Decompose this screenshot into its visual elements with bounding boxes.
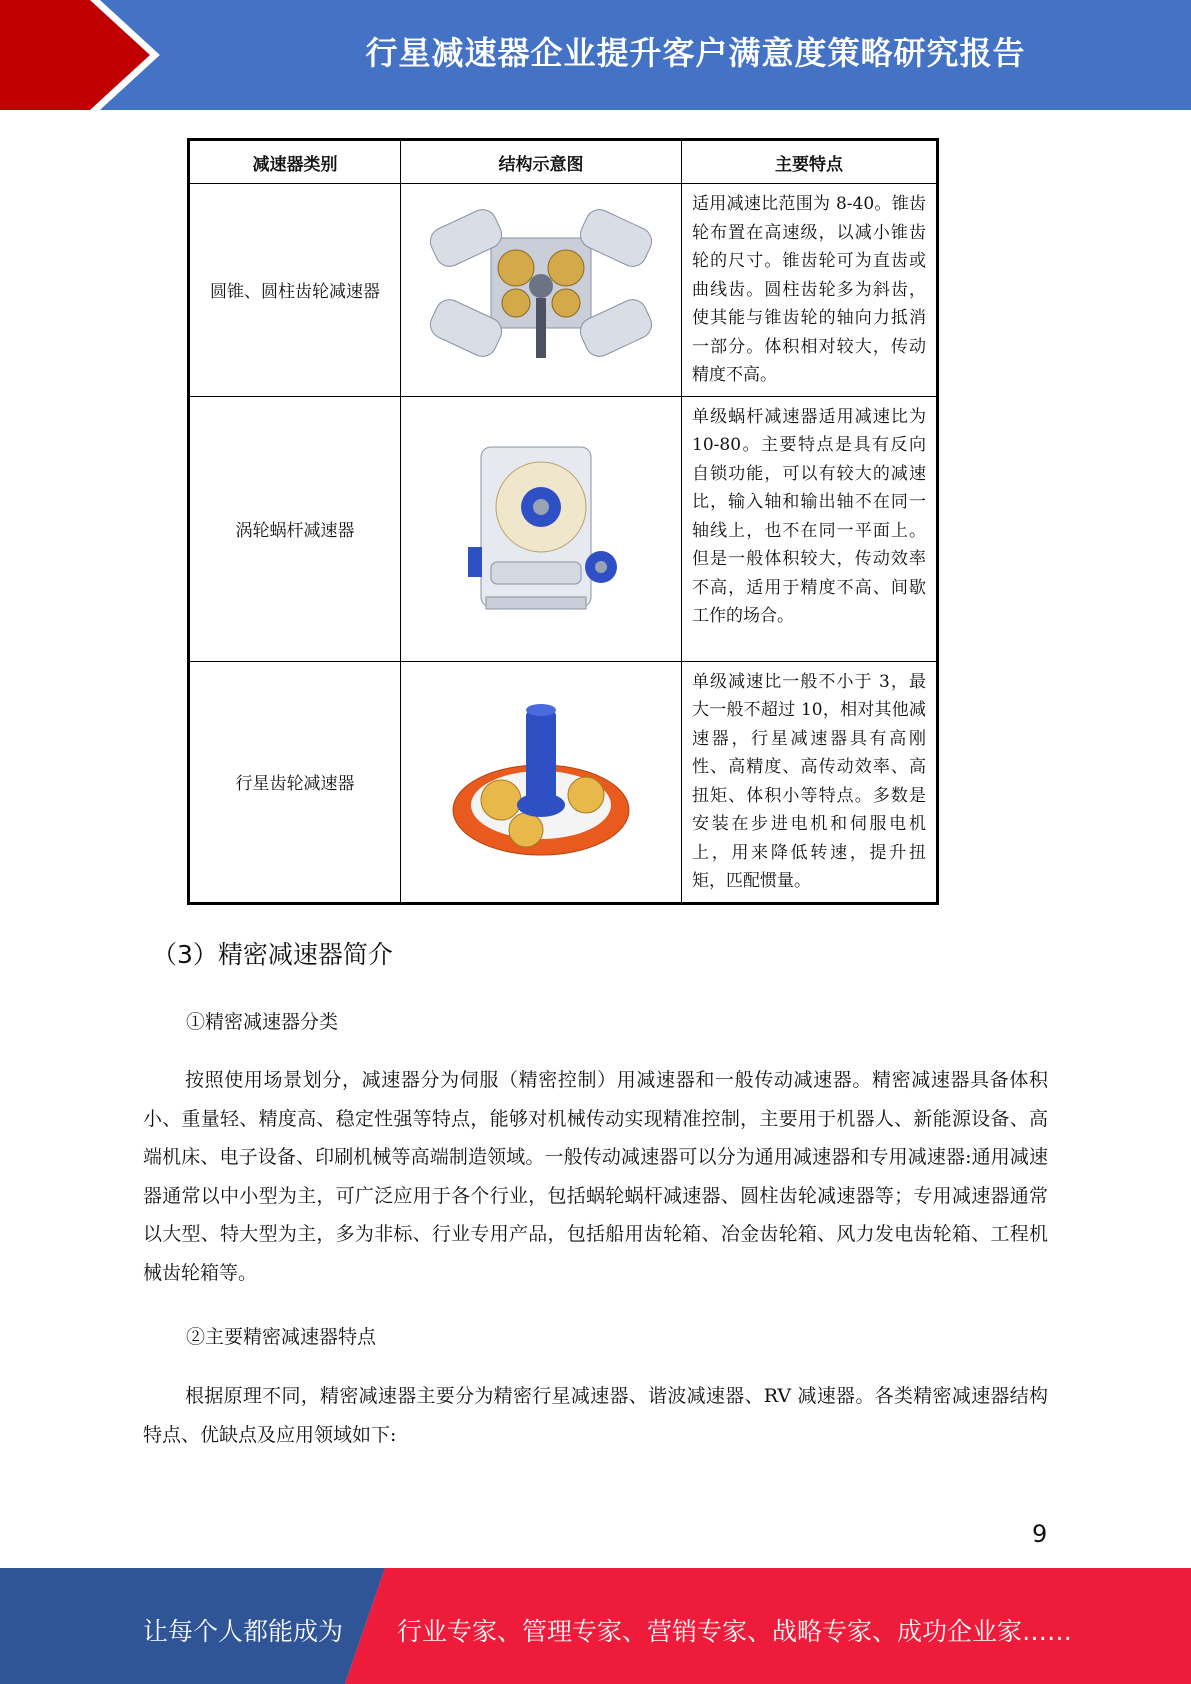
header-cell-type: 减速器类别 [189, 140, 401, 184]
table-header-row [189, 140, 938, 184]
reducer-type-cell: 行星齿轮减速器 [189, 661, 401, 903]
paragraph-classification: 按照使用场景划分，减速器分为伺服（精密控制）用减速器和一般传动减速器。精密减速器具备体积小、重量轻、精度高、稳定性强等特点，能够对机械传动实现精准控制，主要用于机器人、新能源设备、高端机床、电子设备、印刷机械等高端制造领域。一般传动减速器可以分为通用减速器和专用减速器:通用减速器通常以中小型为主，可广泛应用于各个行业，包括蜗轮蜗杆减速器、圆柱齿轮减速器等；专用减速器通常以大型、特大型为主，多为非标、行业专用产品，包括船用齿轮箱、冶金齿轮箱、风力发电齿轮箱、工程机械齿轮箱等。 [143, 1069, 1048, 1284]
page-number: 9 [1032, 1520, 1048, 1548]
header-cell-diagram: 结构示意图 [401, 140, 682, 184]
subsection-heading-features: ②主要精密减速器特点 [186, 1326, 377, 1348]
page-header [0, 0, 1191, 110]
header-arrow-decoration [0, 0, 200, 110]
reducer-diagram-cell [401, 661, 682, 903]
table-row [189, 396, 938, 661]
worm-gear-reducer-illustration [456, 437, 626, 617]
footer-slogan-left: 让每个人都能成为 [143, 1617, 344, 1646]
bevel-gear-reducer-illustration [421, 198, 661, 378]
planetary-gear-reducer-illustration [446, 695, 636, 865]
reducer-features-cell: 单级蜗杆减速器适用减速比为 10-80。主要特点是具有反向自锁功能，可以有较大的减速比，输入轴和输出轴不在同一轴线上，也不在同一平面上。但是一般体积较大，传动效率不高，适用于精度不高、间歇工作的场合。 [682, 396, 938, 661]
subsection-heading-classification: ①精密减速器分类 [186, 1011, 339, 1033]
page-footer [0, 1568, 1191, 1684]
reducer-features-cell: 适用减速比范围为 8-40。锥齿轮布置在高速级，以减小锥齿轮的尺寸。锥齿轮可为直齿或曲线齿。圆柱齿轮多为斜齿，使其能与锥齿轮的轴向力抵消一部分。体积相对较大，传动精度不高。 [682, 184, 938, 397]
table-row [189, 661, 938, 903]
reducer-diagram-cell [401, 396, 682, 661]
reducer-diagram-cell [401, 184, 682, 397]
report-title: 行星减速器企业提升客户满意度策略研究报告 [365, 34, 1026, 72]
reducer-type-cell: 圆锥、圆柱齿轮减速器 [189, 184, 401, 397]
section-heading: （3）精密减速器简介 [152, 940, 393, 969]
paragraph-features: 根据原理不同，精密减速器主要分为精密行星减速器、谐波减速器、RV 减速器。各类精密减速器结构特点、优缺点及应用领域如下: [143, 1385, 1048, 1446]
table-row [189, 184, 938, 397]
reducer-type-cell: 涡轮蜗杆减速器 [189, 396, 401, 661]
footer-slogan-right: 行业专家、管理专家、营销专家、战略专家、成功企业家…… [397, 1617, 1073, 1646]
header-cell-features: 主要特点 [682, 140, 938, 184]
reducer-features-cell: 单级减速比一般不小于 3，最大一般不超过 10，相对其他减速器，行星减速器具有高刚性、高精度、高传动效率、高扭矩、体积小等特点。多数是安装在步进电机和伺服电机上，用来降低转速，提升扭矩，匹配惯量。 [682, 661, 938, 903]
reducer-comparison-table [187, 138, 939, 905]
